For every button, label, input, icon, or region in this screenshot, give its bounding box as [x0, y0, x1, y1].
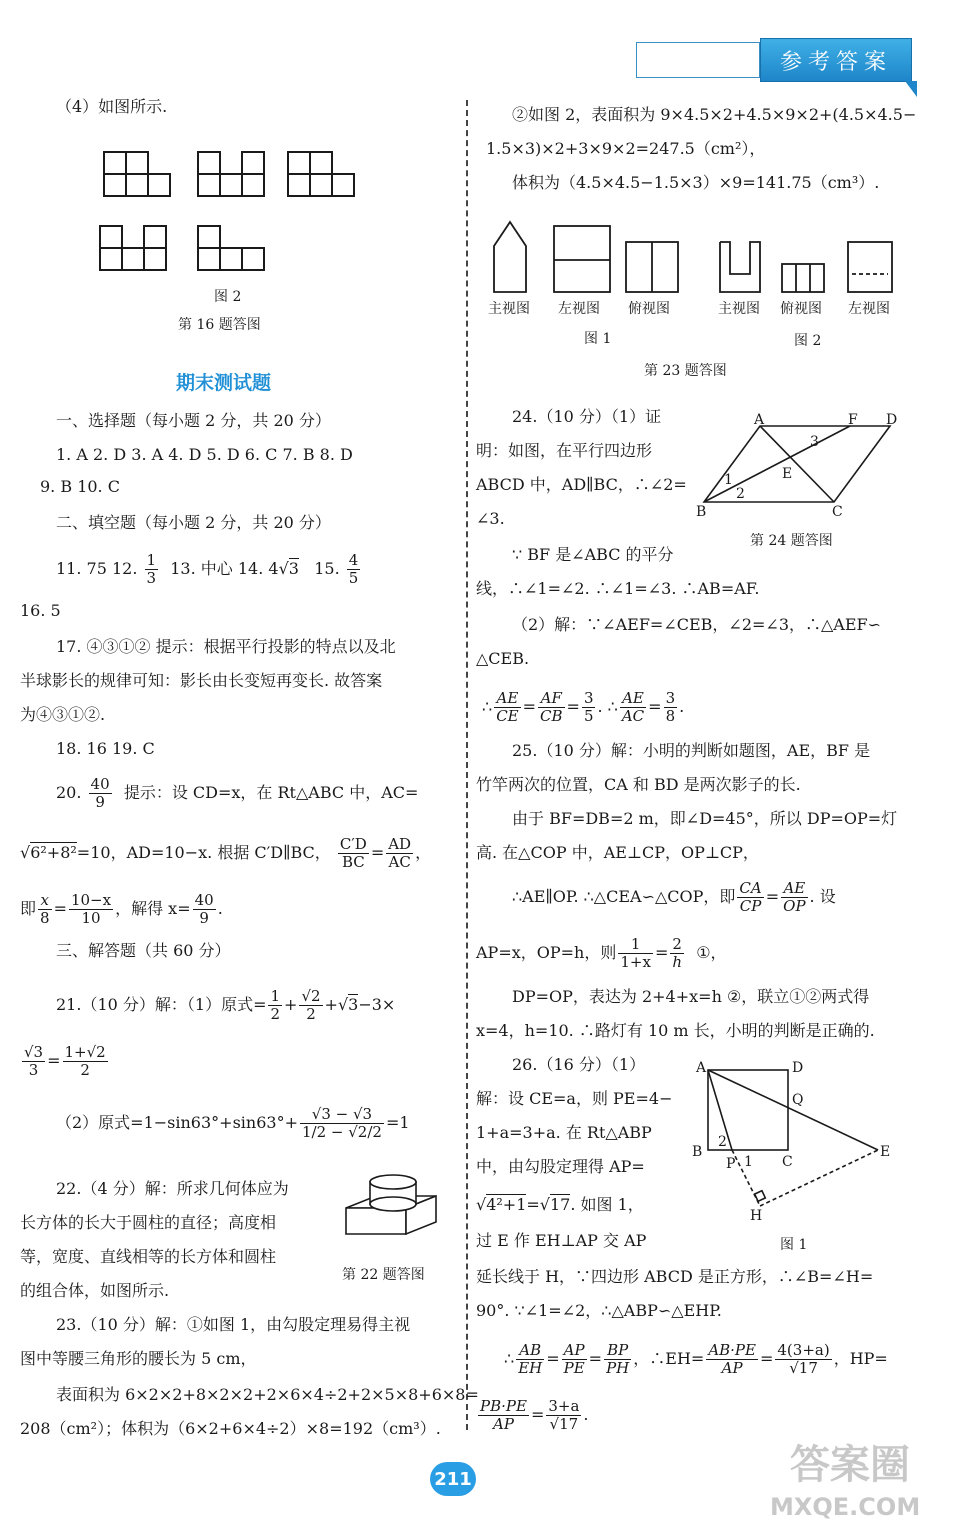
q23-part2-line2: 1.5×3)×2+3×9×2=247.5（cm²）， [486, 139, 766, 158]
watermark-logo [770, 1440, 960, 1532]
q26-line5-tail: . 如图 1， [570, 1195, 644, 1214]
q17-line2: 半球影长的规律可知：影长由长变短再变长. 故答案 [20, 671, 383, 690]
q23-line1: 23.（10 分）解：①如图 1，由勾股定理易得主视 [56, 1315, 411, 1334]
fig16-shapes [96, 148, 366, 276]
q21-f3-num: √3 [24, 1043, 44, 1061]
q21-f5-den: 1/2 − √2/2 [301, 1123, 382, 1141]
q20-den: 9 [95, 793, 105, 811]
q24-f2-den: CB [540, 707, 563, 725]
q23-line3: 表面积为 6×2×2+8×2×2+2×6×4÷2+2×5×8+6×8= [56, 1385, 479, 1404]
q24-f3-num: 3 [583, 689, 594, 707]
svg-text:2: 2 [718, 1134, 727, 1150]
q17-line3: 为④③①②. [20, 705, 106, 724]
q26-f3-den: PH [606, 1359, 630, 1377]
q25-f3-den: 1+x [620, 953, 651, 971]
q25-line5-tail: . 设 [809, 887, 836, 906]
q22-line1: 22.（4 分）解：所求几何体应为 [56, 1179, 289, 1198]
q26-fraction-2 [562, 1342, 587, 1377]
q25-line6-text: AP=x，OP=h，则 [476, 943, 617, 962]
q24-line8: △CEB. [476, 649, 530, 668]
q20-eq: = [370, 843, 385, 862]
q24-f5-num: 3 [665, 689, 676, 707]
fig2-left-view-label: 左视图 [848, 301, 890, 317]
q25-f4-num: 2 [670, 936, 684, 954]
fig1-main-view-label: 主视图 [488, 301, 530, 317]
q25-line7: DP=OP，表达为 2+4+x=h ②，联立①②两式得 [512, 987, 870, 1006]
q24-line3: ABCD 中，AD∥BC，∴∠2= [476, 475, 687, 494]
q26-f7-den: √17 [549, 1415, 579, 1433]
q24-f2-num: AF [538, 690, 565, 708]
s3-heading: 三、解答题（共 60 分） [56, 941, 231, 960]
q26-fraction-6 [478, 1398, 529, 1433]
fig2-top-view-label: 俯视图 [780, 301, 822, 317]
q25-line1: 25.（10 分）解：小明的判断如题图，AE，BF 是 [512, 741, 871, 760]
fig2-label: 图 2 [794, 333, 822, 349]
q26-line8: 90°. ∵∠1=∠2，∴△ABP∽△EHP. [476, 1301, 722, 1320]
q21-radicand: 3 [348, 995, 359, 1014]
q21-line3 [56, 1106, 410, 1141]
q23-part2-line1: ②如图 2，表面积为 9×4.5×2+4.5×9×2+(4.5×4.5− [512, 105, 917, 124]
q26-fraction-7 [546, 1398, 581, 1433]
svg-text:F: F [848, 412, 858, 428]
q26-line10: $\frac{PB\cdot PE}{AP}$ = $\frac{3+a}{√17}$ . [480, 1397, 589, 1433]
q20-f3-den: 8 [40, 909, 50, 927]
q25-fraction-4 [670, 936, 684, 971]
fig23-caption: 第 23 题答图 [644, 363, 727, 379]
fig24-parallelogram [694, 414, 914, 524]
q21-line1: 21.（10 分）解：（1）原式= $\frac{1}{2}$ + $\frac{√2}{2}$ +√3−3× [56, 987, 396, 1023]
svg-text:E: E [782, 466, 793, 482]
q20-f3-num: x [38, 892, 52, 910]
svg-text:B: B [696, 504, 707, 520]
q24-line2: 明：如图，在平行四边形 [476, 441, 653, 460]
fig22-caption: 第 22 题答图 [342, 1267, 425, 1283]
q15-fraction [347, 552, 361, 587]
svg-text:B: B [692, 1144, 703, 1160]
q24-fraction-3 [582, 690, 596, 725]
s1-heading: 一、选择题（每小题 2 分，共 20 分） [56, 411, 331, 430]
q12-fraction [145, 552, 159, 587]
q26-fraction-3 [604, 1342, 631, 1377]
q20-hint: 提示：设 CD=x，在 Rt△ABC 中，AC= [123, 783, 419, 802]
column-divider [466, 100, 468, 1430]
q21-f5-num: √3 − √3 [300, 1106, 384, 1124]
q26-line4: 中，由勾股定理得 AP= [476, 1157, 645, 1176]
q24-line6: 线，∴∠1=∠2. ∴∠1=∠3. ∴AB=AF. [476, 579, 760, 598]
q24-fraction-2 [538, 690, 565, 725]
q21-fraction-3 [22, 1044, 45, 1079]
q20-line3: 即 $\frac{x}{8}$ = $\frac{10-x}{10}$ ，解得 x= $\frac{40}{9}$ . [20, 891, 223, 927]
q21-fraction-1 [268, 988, 282, 1023]
q24-f4-num: AE [620, 690, 646, 708]
header-tab: 参考答案 [760, 38, 912, 82]
q26-f5-den: √17 [789, 1359, 818, 1377]
fig1-label: 图 1 [584, 331, 612, 347]
q24-f3-den: 5 [583, 707, 594, 725]
q26-line6: 过 E 作 EH⊥AP 交 AP [476, 1231, 647, 1250]
q25-line6: AP=x，OP=h，则 $\frac{1}{1+x}$ = $\frac{2}{h}$ ①， [476, 935, 727, 971]
q20-fraction-1 [338, 836, 369, 871]
q26-line9-tail: ，HP= [833, 1349, 888, 1368]
q26-f4-num: AB·PE [708, 1341, 756, 1359]
fig26-caption: 图 1 [780, 1237, 808, 1253]
q25-fraction-3 [618, 936, 653, 971]
fig1-top-view-label: 俯视图 [628, 301, 670, 317]
s2-heading: 二、填空题（每小题 2 分，共 20 分） [56, 513, 331, 532]
q20-label: 20. [56, 783, 82, 802]
q25-line2: 竹竿两次的位置，CA 和 BD 是两次影子的长. [476, 775, 801, 794]
q21-f4-den: 2 [80, 1061, 90, 1079]
q26-fraction-4 [706, 1342, 758, 1377]
q14-radicand: 3 [288, 559, 299, 578]
q26-f1-num: AB [516, 1342, 544, 1360]
q26-f5-num: 4(3+a) [777, 1341, 830, 1359]
watermark-line1: 答案圈 [790, 1442, 910, 1488]
q26-f2-num: AP [562, 1342, 587, 1360]
q15-label: 15. [314, 559, 340, 578]
q20-fraction-5 [193, 892, 216, 927]
fig23-views [484, 216, 904, 296]
svg-text:D: D [886, 412, 898, 428]
s1-answers-2: 9. B 10. C [40, 477, 120, 496]
q26-radicand-1: 4²+1 [486, 1195, 527, 1214]
q25-f3-num: 1 [618, 936, 653, 954]
q25-line3: 由于 BF=DB=2 m，即∠D=45°，所以 DP=OP=灯 [512, 809, 898, 828]
q26-f6-num: PB·PE [480, 1397, 527, 1415]
q25-line6-tail: ①， [696, 943, 727, 962]
q18-19: 18. 16 19. C [56, 739, 155, 758]
q23-line4: 208（cm²）；体积为（6×2+6×4÷2）×8=192（cm³）. [20, 1419, 441, 1438]
q20-f4-num: 10−x [70, 891, 112, 909]
q20-fraction-2 [386, 836, 413, 871]
q23-line2: 图中等腰三角形的腰长为 5 cm， [20, 1349, 257, 1368]
q21-part2-tail: =1 [385, 1113, 410, 1132]
q20-fraction-4 [69, 892, 113, 927]
svg-text:C: C [782, 1154, 793, 1170]
svg-text:C: C [832, 504, 843, 520]
q20-line3-mid: ，解得 x= [115, 899, 191, 918]
svg-text:P: P [726, 1156, 736, 1172]
q25-fraction-2 [781, 880, 807, 915]
q20-num: 40 [90, 775, 110, 793]
svg-text:A: A [696, 1060, 707, 1076]
q26-line1: 26.（16 分）（1） [512, 1055, 646, 1074]
q11-14: 11. 75 12. $\frac{1}{3}$ 13. 中心 14. 4√3 15. $\frac{4}{5}$ [56, 551, 359, 587]
fig1-left-view-label: 左视图 [558, 301, 600, 317]
q20-f4-den: 10 [81, 909, 101, 927]
q20-fraction-3 [38, 892, 52, 927]
q25-line5: ∴AE∥OP. ∴△CEA∽△COP，即 $\frac{CA}{CP}$ = $\frac{AE}{OP}$ . 设 [512, 879, 836, 915]
svg-text:2: 2 [736, 486, 745, 502]
q20-line2: √6²+8²=10，AD=10−x. 根据 C′D∥BC， $\frac{C'D}{BC}$ = $\frac{AD}{AC}$ ， [20, 835, 432, 871]
q20-answer-fraction [89, 776, 112, 811]
q22-line4: 的组合体，如图所示. [20, 1281, 170, 1300]
q26-line9: ∴ $\frac{AB}{EH}$ = $\frac{AP}{PE}$ = $\frac{BP}{PH}$ ，∴EH= $\frac{AB\cdot PE}{AP}$ = $\frac{4(3+a)}{√17}$ ，HP= [504, 1341, 888, 1377]
q25-f4-den: h [672, 953, 683, 971]
fig26-square [688, 1058, 898, 1228]
q21-part2-label: （2）原式=1−sin63°+sin63°+ [56, 1113, 298, 1132]
q26-f7-num: 3+a [548, 1397, 580, 1415]
svg-text:E: E [880, 1144, 891, 1160]
q20-f5-num: 40 [194, 891, 214, 909]
q20-line3-prefix: 即 [20, 899, 37, 918]
q24-fraction-1 [494, 690, 520, 725]
svg-text:Q: Q [792, 1092, 804, 1108]
q24-fraction-5 [664, 690, 678, 725]
q20-f2-den: AC [388, 853, 411, 871]
q21-part1-label: 21.（10 分）解：（1）原式= [56, 995, 267, 1014]
q26-f1-den: EH [518, 1359, 543, 1377]
svg-text:3: 3 [810, 434, 819, 450]
q20-line2-text: =10，AD=10−x. 根据 C′D∥BC， [76, 843, 331, 862]
fig16-sub: 图 2 [214, 289, 242, 305]
section-title: 期末测试题 [176, 372, 272, 394]
q26-f4-den: AP [721, 1359, 743, 1377]
svg-text:H: H [750, 1208, 763, 1224]
svg-text:D: D [792, 1060, 804, 1076]
q22-line3: 等，宽度、直线相等的长方体和圆柱 [20, 1247, 277, 1266]
q20-f1-num: C′D [339, 835, 367, 853]
q23-part2-line3: 体积为（4.5×4.5−1.5×3）×9=141.75（cm³）. [512, 173, 880, 192]
q21-f4-num: 1+√2 [64, 1043, 106, 1061]
q24-line1: 24.（10 分）（1）证 [512, 407, 662, 426]
q21-f2-num: √2 [301, 987, 321, 1005]
fig16-caption: 第 16 题答图 [178, 317, 261, 333]
q24-fraction-4 [620, 690, 646, 725]
watermark-line2: MXQE.COM [770, 1493, 921, 1521]
q26-f3-num: BP [604, 1342, 631, 1360]
q21-tail: −3× [358, 995, 396, 1014]
q20-line1 [56, 776, 418, 811]
q24-f4-den: AC [621, 707, 645, 725]
q25-fraction-1 [737, 880, 763, 915]
q17-line1: 17. ④③①② 提示：根据平行投影的特点以及北 [56, 637, 396, 656]
q21-fraction-5 [300, 1106, 384, 1141]
q26-line2: 解：设 CE=a，则 PE=4− [476, 1089, 673, 1108]
header-blank-box [636, 42, 760, 78]
q24-f5-den: 8 [665, 707, 676, 725]
q26-line5: √4²+1=√17. 如图 1， [476, 1195, 644, 1214]
q21-f3-den: 3 [28, 1061, 39, 1079]
q13-14-text: 13. 中心 14. 4 [170, 559, 279, 578]
q24-line7: （2）解：∵∠AEF=∠CEB，∠2=∠3，∴△AEF∽ [512, 615, 882, 634]
q25-f1-num: CA [739, 879, 762, 897]
q25-line5-text: ∴AE∥OP. ∴△CEA∽△COP，即 [512, 887, 736, 906]
svg-text:1: 1 [724, 472, 733, 488]
q26-line9-mid: ，∴EH= [633, 1349, 705, 1368]
q16-part4: （4）如图所示. [56, 97, 168, 116]
q25-f2-den: OP [783, 897, 806, 915]
svg-text:1: 1 [744, 1154, 753, 1170]
q26-f6-den: AP [493, 1415, 514, 1433]
q15-den: 5 [348, 569, 359, 587]
q20-radicand: 6²+8² [30, 843, 77, 862]
q20-f5-den: 9 [199, 909, 209, 927]
q12-den: 3 [146, 569, 157, 587]
q25-line4: 高. 在△COP 中，AE⊥CP，OP⊥CP， [476, 843, 759, 862]
q26-line7: 延长线于 H，∵四边形 ABCD 是正方形，∴∠B=∠H= [476, 1267, 874, 1286]
q21-f1-num: 1 [270, 987, 281, 1005]
q24-f1-den: CE [496, 707, 519, 725]
q25-f1-den: CP [739, 897, 762, 915]
q22-line2: 长方体的长大于圆柱的直径；高度相 [20, 1213, 277, 1232]
q21-f1-den: 2 [270, 1005, 281, 1023]
q20-f2-num: AD [388, 835, 412, 853]
s1-answers-1: 1. A 2. D 3. A 4. D 5. D 6. C 7. B 8. D [56, 445, 353, 464]
q21-fraction-2 [299, 988, 322, 1023]
q24-line4: ∠3. [476, 509, 505, 528]
q21-f2-den: 2 [306, 1005, 316, 1023]
q26-radicand-2: 17 [550, 1195, 571, 1214]
q26-fraction-1 [516, 1342, 544, 1377]
q26-fraction-5 [775, 1342, 831, 1377]
page-number: 211 [430, 1462, 476, 1496]
fig2-main-view-label: 主视图 [718, 301, 760, 317]
q26-line3: 1+a=3+a. 在 Rt△ABP [476, 1123, 652, 1142]
q16: 16. 5 [20, 601, 61, 620]
svg-text:A: A [754, 412, 765, 428]
q26-f2-den: PE [563, 1359, 585, 1377]
q20-f1-den: BC [341, 853, 365, 871]
q21-fraction-4 [63, 1044, 108, 1079]
q12-num: 1 [146, 551, 157, 569]
q25-f2-num: AE [781, 880, 807, 898]
q24-line5: ∵ BF 是∠ABC 的平分 [512, 545, 674, 564]
q25-line8: x=4，h=10. ∴路灯有 10 m 长，小明的判断是正确的. [476, 1021, 875, 1040]
q24-f1-num: AE [494, 690, 520, 708]
q15-num: 4 [348, 551, 359, 569]
fig22-solid [342, 1176, 442, 1252]
q24-line9: ∴ $\frac{AE}{CE}$ = $\frac{AF}{CB}$ = $\frac{3}{5}$ . ∴ $\frac{AE}{AC}$ = $\frac{3}{8}$ . [482, 689, 685, 725]
fig24-caption: 第 24 题答图 [750, 533, 833, 549]
q11-text: 11. 75 12. [56, 559, 138, 578]
q21-line2: $\frac{√3}{3}$ = $\frac{1+√2}{2}$ [24, 1043, 106, 1079]
